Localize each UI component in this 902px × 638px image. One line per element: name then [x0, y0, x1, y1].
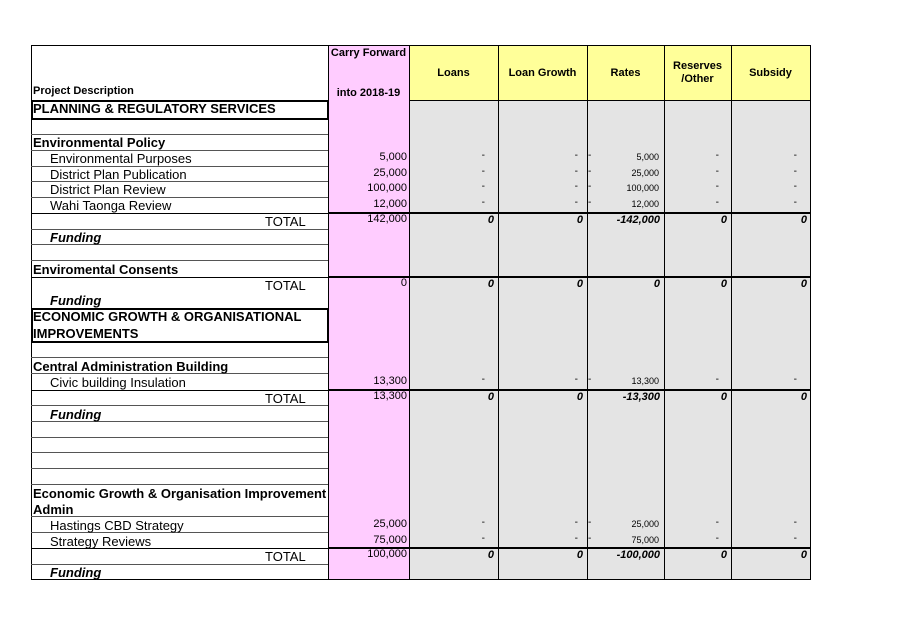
header-loans: Loans	[437, 67, 470, 79]
total-reserves: 0	[720, 391, 727, 403]
total-carry-forward: 13,300	[373, 390, 407, 402]
item-carry-forward: 13,300	[373, 375, 407, 387]
funding-label: Funding	[50, 565, 102, 580]
item-rates: 13,300	[631, 376, 659, 386]
header-rates: Rates	[610, 67, 641, 79]
funding-label: Funding	[50, 407, 102, 422]
rates-marker: -	[588, 166, 592, 177]
total-subsidy: 0	[800, 214, 807, 226]
item-carry-forward: 75,000	[373, 534, 407, 546]
total-reserves: 0	[720, 214, 727, 226]
item-rates: 25,000	[631, 519, 659, 529]
loans-value: -	[481, 150, 485, 161]
item-name: Environmental Purposes	[50, 151, 192, 166]
item-carry-forward: 12,000	[373, 198, 407, 210]
total-carry-forward: 142,000	[367, 213, 407, 225]
item-name: Hastings CBD Strategy	[50, 518, 184, 533]
group-title-env-policy: Environmental Policy	[33, 135, 166, 150]
reserves-value: -	[715, 166, 719, 177]
reserves-value: -	[715, 374, 719, 385]
total-loans: 0	[487, 391, 494, 403]
loan-growth-value: -	[574, 517, 578, 528]
budget-sheet	[31, 45, 811, 580]
subsidy-value: -	[793, 197, 797, 208]
subsidy-value: -	[793, 150, 797, 161]
section-title-economic: ECONOMIC GROWTH & ORGANISATIONAL	[33, 309, 302, 324]
rates-marker: -	[588, 150, 592, 161]
item-carry-forward: 25,000	[373, 167, 407, 179]
rates-marker: -	[588, 374, 592, 385]
total-loan-growth: 0	[576, 391, 583, 403]
subsidy-value: -	[793, 181, 797, 192]
item-name: Wahi Taonga Review	[50, 198, 172, 213]
data-columns-bg	[409, 45, 811, 580]
item-name: Strategy Reviews	[50, 534, 152, 549]
loans-value: -	[481, 517, 485, 528]
item-rates: 5,000	[636, 152, 659, 162]
total-carry-forward: 100,000	[367, 548, 407, 560]
group-title-central-admin: Central Administration Building	[33, 359, 229, 374]
loans-value: -	[481, 181, 485, 192]
loans-value: -	[481, 374, 485, 385]
funding-label: Funding	[50, 293, 102, 308]
total-rates: -13,300	[622, 391, 660, 403]
rates-marker: -	[588, 533, 592, 544]
reserves-value: -	[715, 533, 719, 544]
total-rates: -100,000	[616, 549, 660, 561]
item-name: District Plan Review	[50, 182, 166, 197]
total-subsidy: 0	[800, 549, 807, 561]
subsidy-value: -	[793, 517, 797, 528]
total-loan-growth: 0	[576, 549, 583, 561]
group-title-env-consents: Enviromental Consents	[33, 262, 179, 277]
group-title-econ-admin: Economic Growth & Organisation Improvement	[33, 486, 327, 501]
total-loans: 0	[487, 278, 494, 290]
item-carry-forward: 100,000	[367, 182, 407, 194]
total-reserves: 0	[720, 278, 727, 290]
header-reserves: Reserves	[673, 60, 722, 72]
group-title-econ-admin-2: Admin	[33, 502, 74, 517]
header-project-description: Project Description	[33, 85, 134, 97]
item-rates: 100,000	[626, 183, 659, 193]
item-rates: 12,000	[631, 199, 659, 209]
total-rates: -142,000	[616, 214, 660, 226]
header-loan-growth: Loan Growth	[508, 67, 577, 79]
reserves-value: -	[715, 150, 719, 161]
loans-value: -	[481, 533, 485, 544]
loan-growth-value: -	[574, 181, 578, 192]
loan-growth-value: -	[574, 374, 578, 385]
total-label: TOTAL	[265, 391, 306, 406]
reserves-value: -	[715, 181, 719, 192]
subsidy-value: -	[793, 374, 797, 385]
item-carry-forward: 5,000	[379, 151, 407, 163]
funding-label: Funding	[50, 230, 102, 245]
item-name: Civic building Insulation	[50, 375, 186, 390]
carry-forward-column-bg	[328, 45, 409, 580]
total-subsidy: 0	[800, 391, 807, 403]
loans-value: -	[481, 197, 485, 208]
total-loan-growth: 0	[576, 214, 583, 226]
total-label: TOTAL	[265, 549, 306, 564]
total-carry-forward: 0	[400, 277, 407, 289]
section-title-planning: PLANNING & REGULATORY SERVICES	[33, 101, 276, 116]
rates-marker: -	[588, 181, 592, 192]
loan-growth-value: -	[574, 150, 578, 161]
total-label: TOTAL	[265, 214, 306, 229]
total-loan-growth: 0	[576, 278, 583, 290]
subsidy-value: -	[793, 533, 797, 544]
item-rates: 75,000	[631, 535, 659, 545]
loan-growth-value: -	[574, 197, 578, 208]
total-reserves: 0	[720, 549, 727, 561]
header-reserves-other: /Other	[681, 73, 714, 85]
total-rates: 0	[653, 278, 660, 290]
item-name: District Plan Publication	[50, 167, 187, 182]
header-subsidy: Subsidy	[749, 67, 792, 79]
rates-marker: -	[588, 197, 592, 208]
loans-value: -	[481, 166, 485, 177]
loan-growth-value: -	[574, 533, 578, 544]
total-loans: 0	[487, 549, 494, 561]
loan-growth-value: -	[574, 166, 578, 177]
rates-marker: -	[588, 517, 592, 528]
section-title-economic-2: IMPROVEMENTS	[33, 326, 139, 341]
total-subsidy: 0	[800, 278, 807, 290]
reserves-value: -	[715, 517, 719, 528]
total-loans: 0	[487, 214, 494, 226]
item-carry-forward: 25,000	[373, 518, 407, 530]
reserves-value: -	[715, 197, 719, 208]
subsidy-value: -	[793, 166, 797, 177]
total-label: TOTAL	[265, 278, 306, 293]
item-rates: 25,000	[631, 168, 659, 178]
header-carry-forward-year: into 2018-19	[336, 87, 401, 99]
header-carry-forward: Carry Forward	[330, 47, 407, 59]
